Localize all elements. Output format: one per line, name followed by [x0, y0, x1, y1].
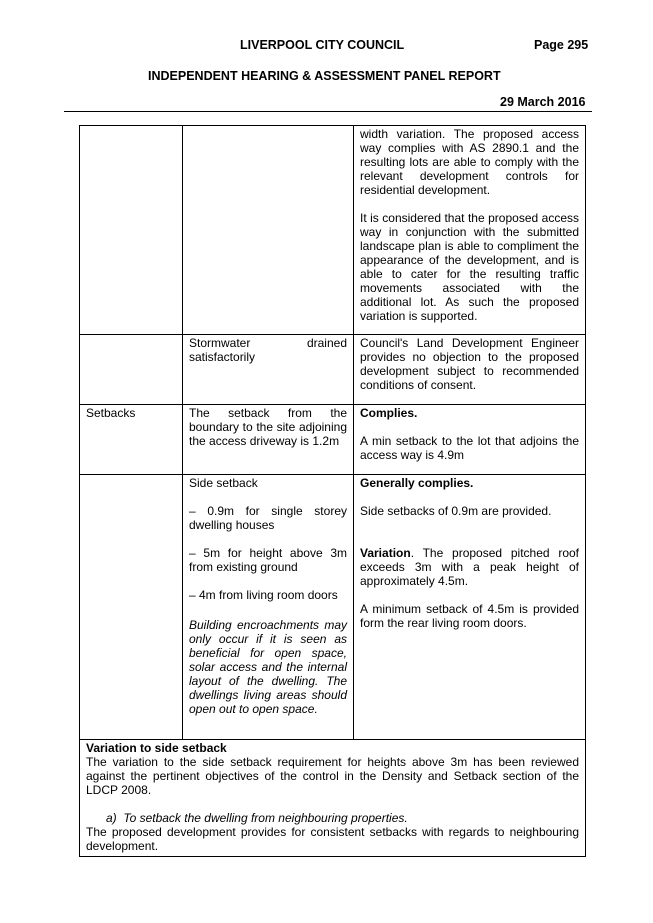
section-title: Variation to side setback [86, 741, 227, 755]
cell-text: The proposed development provides for consistent setbacks with regards to neighbouring development. [86, 825, 579, 853]
compliance-status: Complies. [360, 406, 418, 420]
table-row [80, 335, 586, 405]
table-cell [354, 475, 586, 740]
cell-text: The variation to the side setback requirement for heights above 3m has been reviewed against the pertinent objectives of the control in the Density and Setback section of the LDCP 2008. [86, 755, 579, 797]
table-cell [354, 405, 586, 475]
table-row [80, 405, 586, 475]
report-title: INDEPENDENT HEARING & ASSESSMENT PANEL REPORT [148, 69, 501, 83]
table-cell [80, 126, 183, 335]
criterion-label: Setbacks [86, 406, 136, 420]
table-row [80, 126, 586, 335]
control-item: – 0.9m for single storey dwelling houses [189, 504, 347, 532]
table-cell [354, 335, 586, 405]
cell-text: It is considered that the proposed access way in conjunction with the submitted landscape plan is able to compliment the appearance of the development, and is able to cater for the resulting traffic movements associated with the additional lot. As such the proposed variation is supported. [360, 211, 579, 323]
cell-text: width variation. The proposed access way complies with AS 2890.1 and the resulting lots are able to comply with the relevant development controls for residential development. [360, 127, 579, 197]
cell-text: Stormwater drained satisfactorily [189, 336, 347, 364]
table-cell [80, 405, 183, 475]
control-note: Building encroachments may only occur if it is seen as beneficial for open space, solar access and the internal layout of the dwelling. The dwellings living areas should open out to open space. [189, 618, 347, 716]
table-cell [80, 740, 586, 857]
control-item: – 4m from living room doors [189, 588, 338, 602]
cell-text: The setback from the boundary to the site adjoining the access driveway is 1.2m [189, 406, 347, 448]
table-cell [183, 475, 354, 740]
table-cell [80, 475, 183, 740]
cell-text: A min setback to the lot that adjoins the access way is 4.9m [360, 434, 579, 462]
table-row [80, 740, 586, 857]
table-row [80, 475, 586, 740]
control-item: – 5m for height above 3m from existing ground [189, 546, 347, 574]
control-title: Side setback [189, 476, 258, 490]
cell-text: Side setbacks of 0.9m are provided. [360, 504, 552, 518]
council-name: LIVERPOOL CITY COUNCIL [240, 38, 405, 52]
header-divider [64, 111, 592, 112]
table-cell [183, 405, 354, 475]
objective-item: a) To setback the dwelling from neighbouring properties. [106, 811, 408, 825]
table-cell [183, 335, 354, 405]
table-cell [80, 335, 183, 405]
cell-text: Council's Land Development Engineer provides no objection to the proposed development subject to recommended conditions of consent. [360, 336, 579, 392]
compliance-status: Generally complies. [360, 476, 474, 490]
variation-detail: . The proposed pitched roof exceeds 3m with a peak height of approximately 4.5m. [360, 546, 579, 588]
variation-label: Variation [360, 546, 411, 560]
report-date: 29 March 2016 [500, 95, 586, 109]
cell-text: A minimum setback of 4.5m is provided form the rear living room doors. [360, 602, 579, 630]
page-number: Page 295 [534, 38, 589, 52]
table-cell [354, 126, 586, 335]
assessment-table [79, 125, 586, 857]
table-cell [183, 126, 354, 335]
variation-text [360, 546, 579, 588]
